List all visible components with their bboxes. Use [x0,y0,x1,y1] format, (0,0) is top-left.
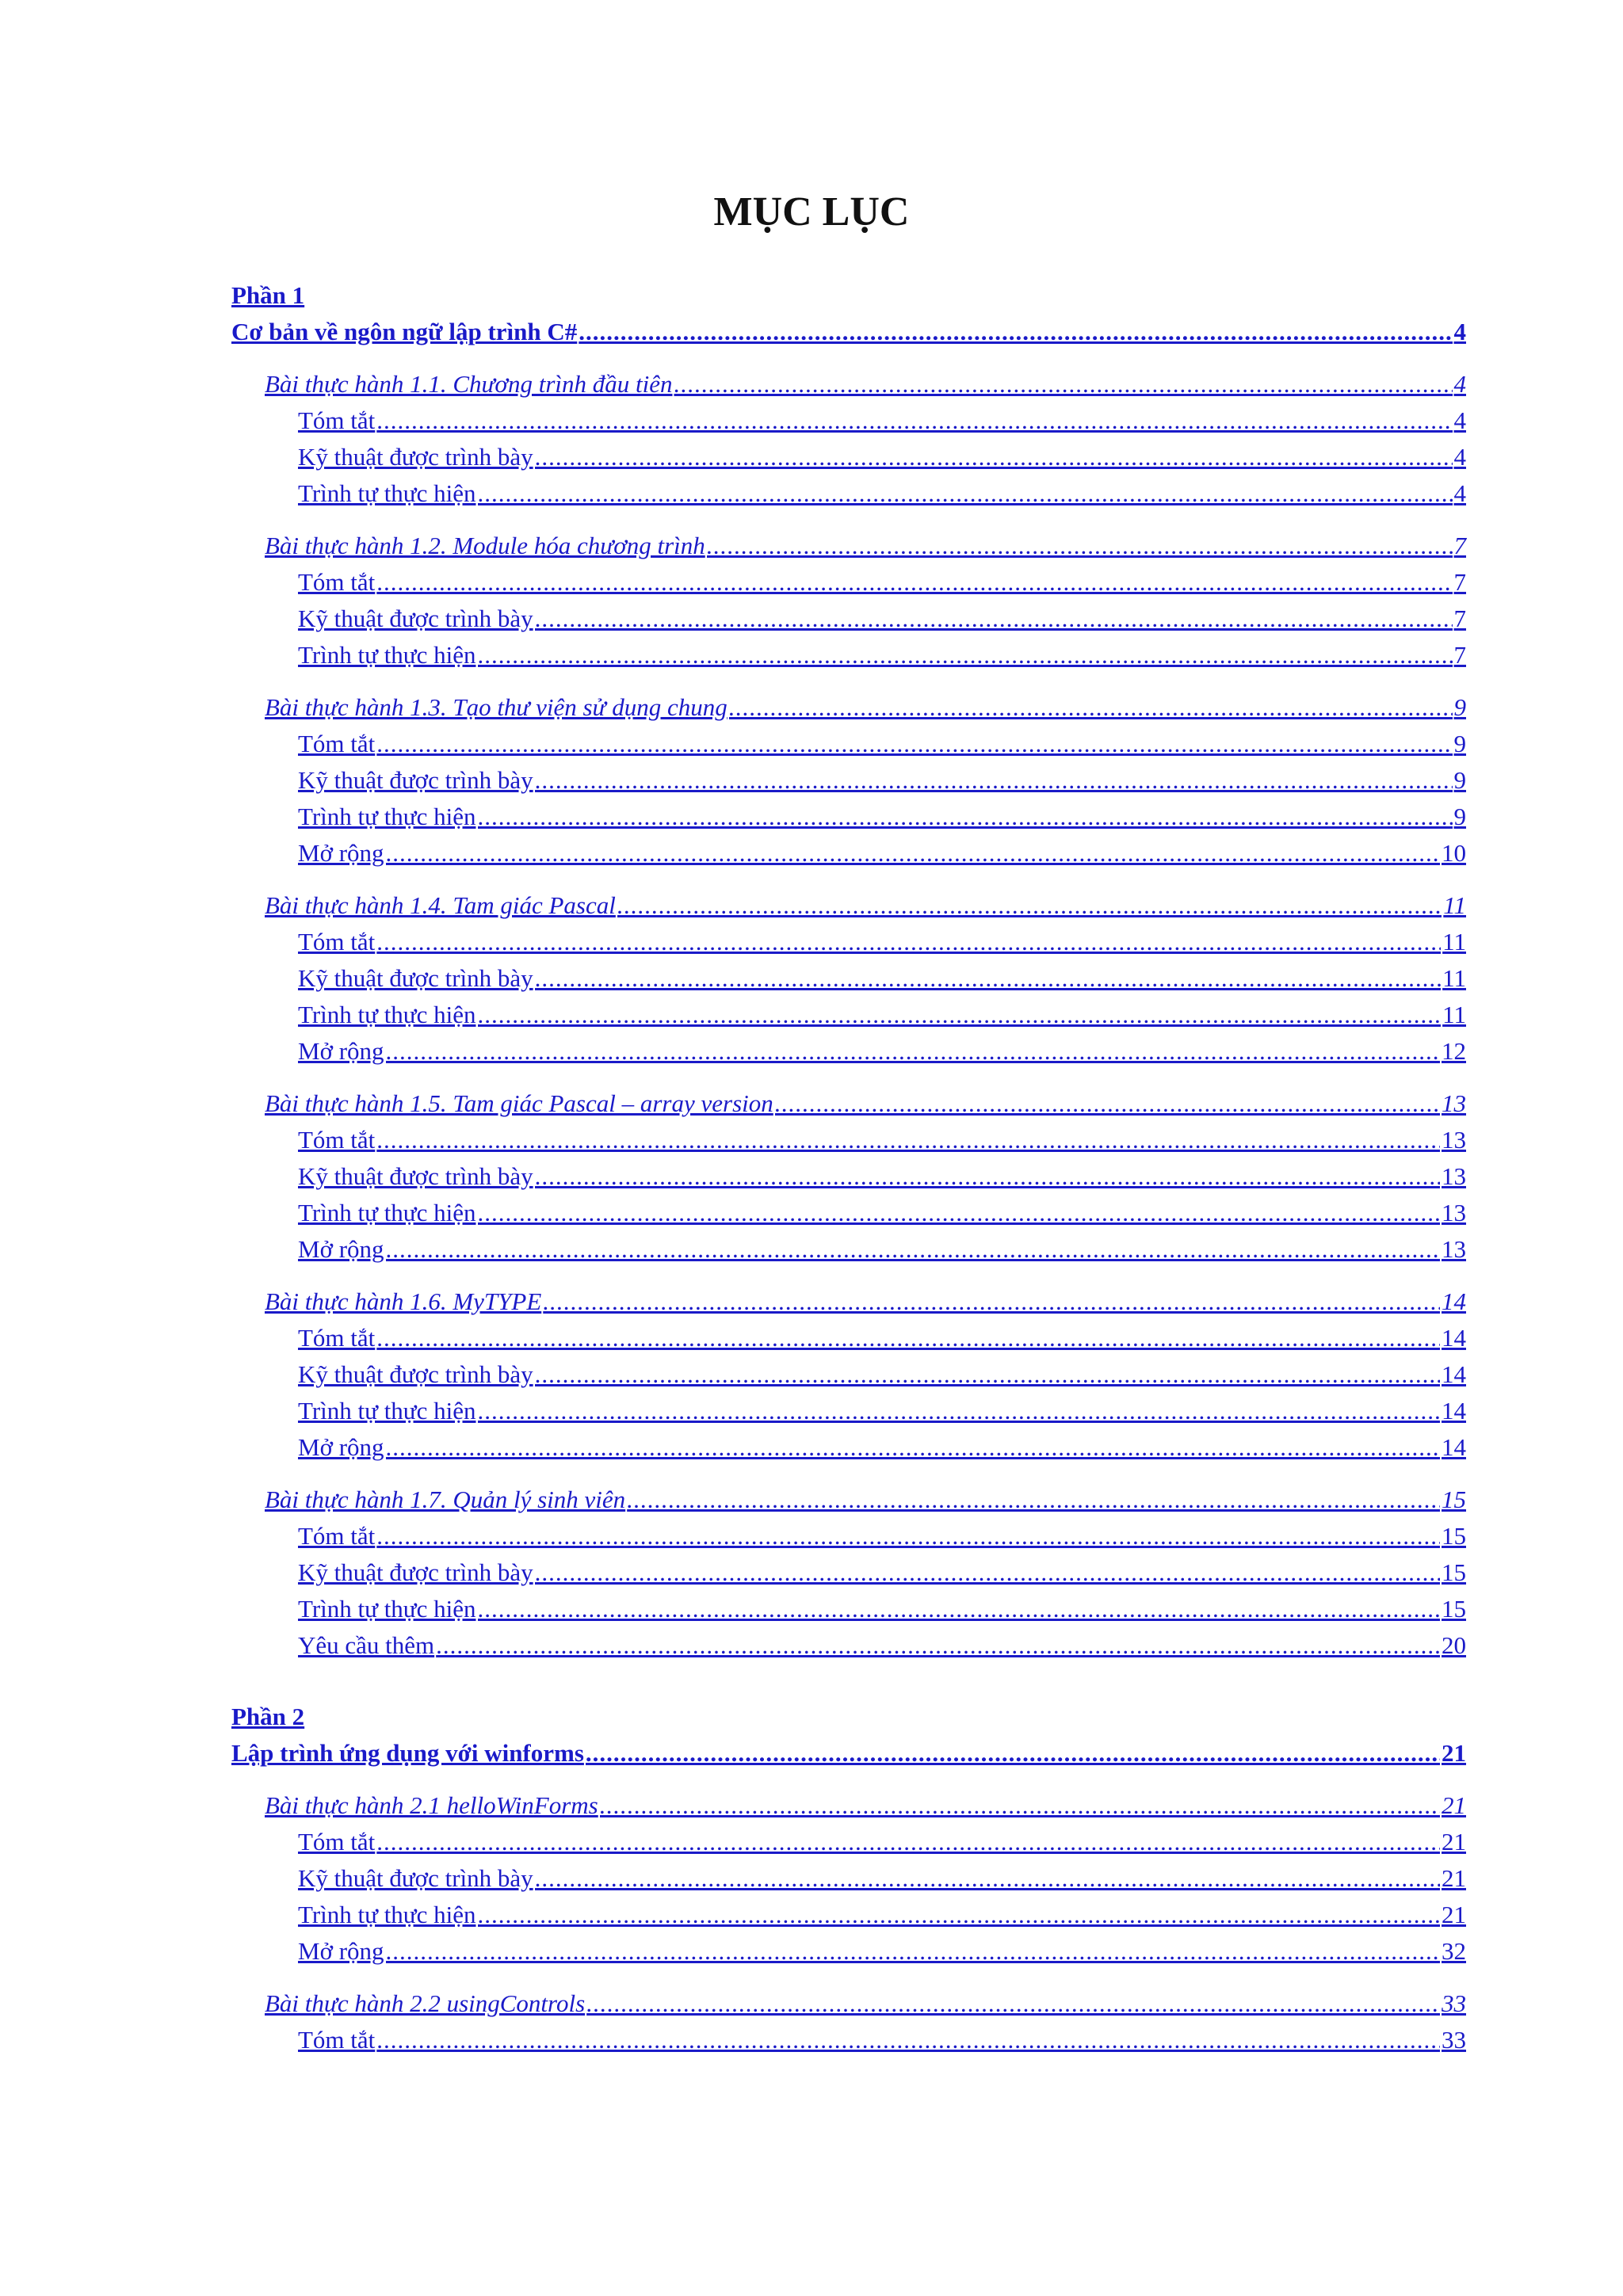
section-link[interactable] [298,1591,1466,1627]
section-link-label: Kỹ thuật được trình bày [298,1360,533,1388]
section-link-page-number: 15 [1442,1558,1466,1586]
section-link-label: Kỹ thuật được trình bày [298,605,533,632]
exercise-link[interactable] [265,528,1466,564]
exercise-link-label: Bài thực hành 1.1. Chương trình đầu tiên [265,370,673,398]
section-link[interactable] [298,1231,1466,1268]
toc-exercise [265,689,1466,871]
section-link[interactable] [298,762,1466,799]
section-link-label: Kỹ thuật được trình bày [298,1864,533,1892]
section-link-page-number: 10 [1442,839,1466,867]
exercise-link-label: Bài thực hành 1.7. Quản lý sinh viên [265,1486,626,1513]
section-link[interactable] [298,1122,1466,1158]
section-link[interactable] [298,1518,1466,1554]
part-title-link[interactable] [231,314,1466,350]
section-link[interactable] [298,924,1466,960]
dot-leader [376,1824,1440,1860]
section-link-page-number: 14 [1442,1324,1466,1352]
exercise-link[interactable] [265,366,1466,402]
section-link-page-number: 32 [1442,1937,1466,1965]
section-link-label: Trình tự thực hiện [298,1595,476,1623]
section-link-page-number: 21 [1442,1828,1466,1855]
exercise-link-label: Bài thực hành 2.1 helloWinForms [265,1791,598,1819]
exercise-link-page-number: 15 [1442,1486,1466,1513]
section-link[interactable] [298,1627,1466,1664]
dot-leader [586,1985,1440,2022]
dot-leader [729,689,1453,726]
section-link-page-number: 14 [1442,1397,1466,1425]
section-link-label: Tóm tắt [298,568,376,596]
section-link-label: Mở rộng [298,1037,384,1065]
section-link-page-number: 7 [1453,641,1466,669]
dot-leader [376,402,1452,439]
toc-exercise [265,887,1466,1070]
part-title-link-label: Cơ bản về ngôn ngữ lập trình C# [231,318,578,345]
section-link-label: Tóm tắt [298,1324,376,1352]
exercise-link[interactable] [265,1482,1466,1518]
exercise-link[interactable] [265,1985,1466,2022]
dot-leader [617,887,1442,924]
dot-leader [478,1897,1441,1933]
section-link-label: Trình tự thực hiện [298,1397,476,1425]
section-link-label: Kỹ thuật được trình bày [298,1162,533,1190]
section-link[interactable] [298,1356,1466,1393]
exercise-link-page-number: 7 [1453,532,1466,559]
section-link-page-number: 9 [1453,766,1466,794]
part-number-link[interactable]: Phần 1 [231,281,305,309]
section-link-label: Mở rộng [298,1433,384,1461]
section-link[interactable] [298,2022,1466,2058]
section-link-page-number: 7 [1453,605,1466,632]
section-link-page-number: 4 [1453,406,1466,434]
dot-leader [478,637,1453,673]
toc-exercise [265,528,1466,673]
exercise-link-label: Bài thực hành 1.4. Tam giác Pascal [265,891,616,919]
exercise-link-label: Bài thực hành 2.2 usingControls [265,1989,586,2017]
section-link-page-number: 13 [1442,1126,1466,1154]
section-link-label: Tóm tắt [298,1126,376,1154]
section-link[interactable] [298,1897,1466,1933]
part-title-link-page-number: 4 [1453,318,1466,345]
section-link-page-number: 11 [1442,1001,1466,1028]
exercise-link-page-number: 11 [1443,891,1466,919]
exercise-link[interactable] [265,1283,1466,1320]
dot-leader [376,1518,1440,1554]
section-link[interactable] [298,960,1466,997]
section-link-page-number: 9 [1453,730,1466,757]
section-link[interactable] [298,475,1466,512]
dot-leader [376,1320,1440,1356]
toc-part [231,1699,1466,2058]
section-link-page-number: 21 [1442,1864,1466,1892]
section-link[interactable] [298,726,1466,762]
dot-leader [535,1554,1440,1591]
dot-leader [478,1195,1441,1231]
exercise-link-page-number: 21 [1442,1791,1466,1819]
dot-leader [376,1122,1440,1158]
dot-leader [376,726,1452,762]
dot-leader [386,1033,1440,1070]
dot-leader [478,799,1453,835]
section-link-page-number: 15 [1442,1522,1466,1550]
dot-leader [376,924,1441,960]
section-link-label: Kỹ thuật được trình bày [298,766,533,794]
dot-leader [535,762,1453,799]
exercise-link[interactable] [265,1085,1466,1122]
section-link-page-number: 7 [1453,568,1466,596]
section-link[interactable] [298,1933,1466,1970]
dot-leader [376,2022,1440,2058]
dot-leader [600,1787,1440,1824]
part-title-link-page-number: 21 [1442,1739,1466,1767]
section-link-page-number: 13 [1442,1235,1466,1263]
section-link-label: Trình tự thực hiện [298,1199,476,1226]
section-link-page-number: 15 [1442,1595,1466,1623]
section-link-page-number: 11 [1442,964,1466,992]
dot-leader [674,366,1452,402]
toc-exercise [265,366,1466,512]
section-link-page-number: 12 [1442,1037,1466,1065]
section-link-page-number: 33 [1442,2026,1466,2054]
section-link-page-number: 4 [1453,479,1466,507]
section-link[interactable] [298,1824,1466,1860]
dot-leader [535,1356,1440,1393]
toc-exercise [265,1085,1466,1268]
exercise-link-page-number: 4 [1453,370,1466,398]
dot-leader [535,601,1453,637]
dot-leader [386,835,1440,871]
dot-leader [478,1591,1441,1627]
section-link-label: Kỹ thuật được trình bày [298,1558,533,1586]
exercise-link-label: Bài thực hành 1.6. MyTYPE [265,1287,542,1315]
section-link-page-number: 9 [1453,803,1466,830]
dot-leader [478,1393,1441,1429]
section-link-page-number: 21 [1442,1901,1466,1928]
dot-leader [386,1429,1440,1466]
section-link[interactable] [298,997,1466,1033]
section-link-page-number: 4 [1453,443,1466,471]
dot-leader [543,1283,1440,1320]
exercise-link[interactable] [265,689,1466,726]
dot-leader [707,528,1453,564]
section-link[interactable] [298,1320,1466,1356]
part-title-link[interactable] [231,1735,1466,1772]
dot-leader [436,1627,1440,1664]
exercise-link-label: Bài thực hành 1.2. Module hóa chương trình [265,532,705,559]
section-link-page-number: 20 [1442,1631,1466,1659]
section-link[interactable] [298,835,1466,871]
exercise-link-label: Bài thực hành 1.3. Tạo thư viện sử dụng chung [265,693,727,721]
toc-exercise [265,1985,1466,2058]
section-link[interactable] [298,1158,1466,1195]
exercise-link-page-number: 13 [1442,1089,1466,1117]
section-link-label: Kỹ thuật được trình bày [298,443,533,471]
section-link[interactable] [298,637,1466,673]
dot-leader [586,1735,1440,1772]
section-link-page-number: 13 [1442,1162,1466,1190]
section-link[interactable] [298,564,1466,601]
dot-leader [376,564,1452,601]
toc-part [231,277,1466,1664]
section-link-label: Trình tự thực hiện [298,479,476,507]
dot-leader [535,960,1442,997]
exercise-link[interactable] [265,1787,1466,1824]
exercise-link-label: Bài thực hành 1.5. Tam giác Pascal – array version [265,1089,773,1117]
section-link-label: Trình tự thực hiện [298,1901,476,1928]
exercise-link-page-number: 14 [1442,1287,1466,1315]
dot-leader [535,1158,1440,1195]
dot-leader [478,475,1453,512]
section-link-page-number: 13 [1442,1199,1466,1226]
section-link[interactable] [298,799,1466,835]
part-number-link[interactable]: Phần 2 [231,1703,305,1730]
dot-leader [535,1860,1440,1897]
table-of-contents [231,277,1466,2074]
section-link[interactable] [298,439,1466,475]
section-link-label: Tóm tắt [298,928,376,955]
section-link[interactable] [298,1195,1466,1231]
section-link-label: Yêu cầu thêm [298,1631,435,1659]
section-link-label: Trình tự thực hiện [298,1001,476,1028]
dot-leader [386,1231,1440,1268]
section-link[interactable] [298,402,1466,439]
exercise-link[interactable] [265,887,1466,924]
toc-exercise [265,1283,1466,1466]
section-link-label: Tóm tắt [298,730,376,757]
section-link-label: Trình tự thực hiện [298,641,476,669]
section-link-label: Trình tự thực hiện [298,803,476,830]
dot-leader [478,997,1442,1033]
page-title: MỤC LỤC [713,189,910,235]
part-title-link-label: Lập trình ứng dụng với winforms [231,1739,584,1767]
toc-exercise [265,1787,1466,1970]
section-link-label: Kỹ thuật được trình bày [298,964,533,992]
section-link[interactable] [298,1429,1466,1466]
section-link-label: Mở rộng [298,839,384,867]
dot-leader [775,1085,1440,1122]
section-link[interactable] [298,1033,1466,1070]
dot-leader [386,1933,1440,1970]
section-link-label: Tóm tắt [298,1522,376,1550]
exercise-link-page-number: 33 [1442,1989,1466,2017]
section-link-label: Tóm tắt [298,1828,376,1855]
section-link-label: Tóm tắt [298,2026,376,2054]
section-link-label: Mở rộng [298,1235,384,1263]
section-link[interactable] [298,1393,1466,1429]
section-link-page-number: 14 [1442,1360,1466,1388]
section-link-label: Tóm tắt [298,406,376,434]
section-link[interactable] [298,1554,1466,1591]
section-link[interactable] [298,601,1466,637]
exercise-link-page-number: 9 [1453,693,1466,721]
toc-exercise [265,1482,1466,1664]
section-link-page-number: 11 [1442,928,1466,955]
dot-leader [579,314,1452,350]
dot-leader [627,1482,1440,1518]
section-link[interactable] [298,1860,1466,1897]
section-link-label: Mở rộng [298,1937,384,1965]
section-link-page-number: 14 [1442,1433,1466,1461]
dot-leader [535,439,1453,475]
